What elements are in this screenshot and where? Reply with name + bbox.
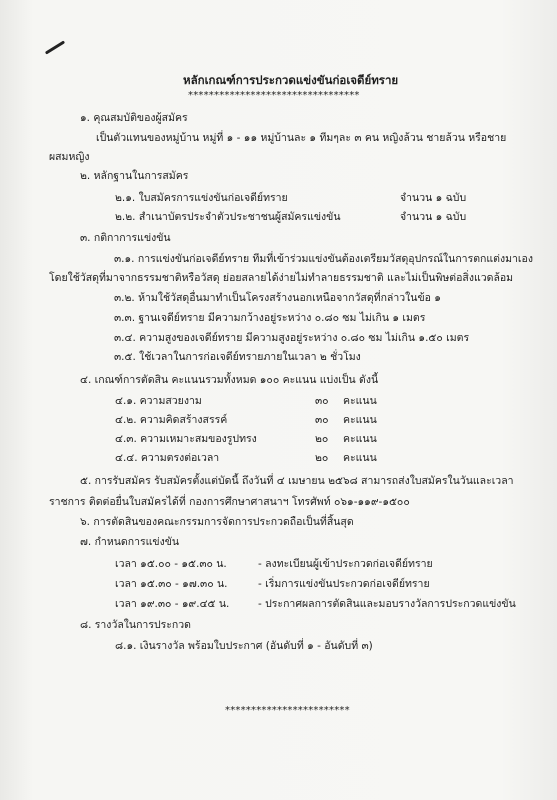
rule-3-1-line-2: โดยใช้วัสดุที่มาจากธรรมชาติหรือวัสดุ ย่อยสลายได้ง่ายไม่ทำลายธรรมชาติ และไม่เป็นพิษต่อสิ่งแวดล้อม	[49, 272, 514, 284]
title-underline-stars: *********************************	[188, 90, 360, 101]
rule-3-1-line-1: ๓.๑. การแข่งขันก่อเจดีย์ทราย ทีมที่เข้าร่วมแข่งขันต้องเตรียมวัสดุอุปกรณ์ในการตกแต่งมาเอง	[114, 253, 533, 265]
section-2-item-2-qty: จำนวน ๑ ฉบับ	[400, 211, 467, 223]
rule-3-4: ๓.๔. ความสูงของเจดีย์ทราย มีความสูงอยู่ระหว่าง ๐.๘๐ ซม ไม่เกิน ๑.๕๐ เมตร	[114, 332, 470, 344]
section-8-heading: ๘. รางวัลในการประกวด	[80, 619, 191, 631]
criteria-4-1-unit: คะแนน	[343, 395, 377, 407]
section-2-item-2: ๒.๒. สำเนาบัตรประจำตัวประชาชนผู้สมัครแข่งขัน	[115, 211, 341, 223]
section-2-heading: ๒. หลักฐานในการสมัคร	[80, 170, 189, 182]
section-5-line-1: ๕. การรับสมัคร รับสมัครตั้งแต่บัดนี้ ถึงวันที่ ๔ เมษายน ๒๕๖๘ สามารถส่งใบสมัครในวันและเวลา	[80, 475, 514, 487]
schedule-1-time: เวลา ๑๕.๐๐ - ๑๕.๓๐ น.	[115, 558, 227, 570]
criteria-4-3: ๔.๓. ความเหมาะสมของรูปทรง	[115, 433, 257, 445]
schedule-2-time: เวลา ๑๕.๓๐ - ๑๗.๓๐ น.	[115, 578, 228, 590]
criteria-4-4-score: ๒๐	[315, 452, 329, 464]
rule-3-3: ๓.๓. ฐานเจดีย์ทราย มีความกว้างอยู่ระหว่าง ๐.๘๐ ซม ไม่เกิน ๑ เมตร	[114, 312, 426, 324]
section-4-heading: ๔. เกณฑ์การตัดสิน คะแนนรวมทั้งหมด ๑๐๐ คะแนน แบ่งเป็น ดังนี้	[80, 374, 379, 386]
document-title: หลักเกณฑ์การประกวดแข่งขันก่อเจดีย์ทราย	[183, 73, 399, 87]
criteria-4-3-unit: คะแนน	[343, 433, 377, 445]
rule-3-2: ๓.๒. ห้ามใช้วัสดุอื่นมาทำเป็นโครงสร้างนอกเหนือจากวัสดุที่กล่าวในข้อ ๑	[114, 292, 441, 304]
section-1-line-2: ผสมหญิง	[49, 151, 90, 163]
section-7-heading: ๗. กำหนดการแข่งขัน	[80, 536, 180, 548]
criteria-4-4: ๔.๔. ความตรงต่อเวลา	[115, 452, 220, 464]
section-2-item-1-qty: จำนวน ๑ ฉบับ	[400, 192, 467, 204]
section-6: ๖. การตัดสินของคณะกรรมการจัดการประกวดถือเป็นที่สิ้นสุด	[80, 516, 354, 528]
criteria-4-3-score: ๒๐	[315, 433, 329, 445]
section-1-heading: ๑. คุณสมบัติของผู้สมัคร	[80, 112, 188, 124]
rule-3-5: ๓.๕. ใช้เวลาในการก่อเจดีย์ทรายภายในเวลา ๒ ชั่วโมง	[114, 351, 361, 363]
schedule-1-desc: - ลงทะเบียนผู้เข้าประกวดก่อเจดีย์ทราย	[258, 558, 433, 570]
prize-8-1: ๘.๑. เงินรางวัล พร้อมใบประกาศ (อันดับที่ ๑ - อันดับที่ ๓)	[115, 640, 373, 652]
section-5-line-2: ราชการ ติดต่อยื่นใบสมัครได้ที่ กองการศึกษาศาสนาฯ โทรศัพท์ ๐๖๑-๑๑๙-๑๕๐๐	[49, 496, 410, 508]
criteria-4-4-unit: คะแนน	[343, 452, 377, 464]
section-3-heading: ๓. กติกาการแข่งขัน	[80, 232, 171, 244]
criteria-4-2: ๔.๒. ความคิดสร้างสรรค์	[115, 414, 228, 426]
criteria-4-2-score: ๓๐	[315, 414, 329, 426]
schedule-3-time: เวลา ๑๙.๓๐ - ๑๙.๔๕ น.	[115, 598, 230, 610]
criteria-4-1: ๔.๑. ความสวยงาม	[115, 395, 202, 407]
section-1-line-1: เป็นตัวแทนของหมู่บ้าน หมู่ที่ ๑ - ๑๑ หมู่บ้านละ ๑ ทีมๆละ ๓ คน หญิงล้วน ชายล้วน หรือชาย	[96, 132, 507, 144]
footer-stars: ************************	[225, 705, 350, 716]
criteria-4-2-unit: คะแนน	[343, 414, 377, 426]
schedule-2-desc: - เริ่มการแข่งขันประกวดก่อเจดีย์ทราย	[258, 578, 430, 590]
pen-mark	[45, 40, 65, 54]
criteria-4-1-score: ๓๐	[315, 395, 329, 407]
section-2-item-1: ๒.๑. ใบสมัครการแข่งขันก่อเจดีย์ทราย	[115, 192, 288, 204]
schedule-3-desc: - ประกาศผลการตัดสินและมอบรางวัลการประกวดแข่งขัน	[258, 598, 516, 610]
